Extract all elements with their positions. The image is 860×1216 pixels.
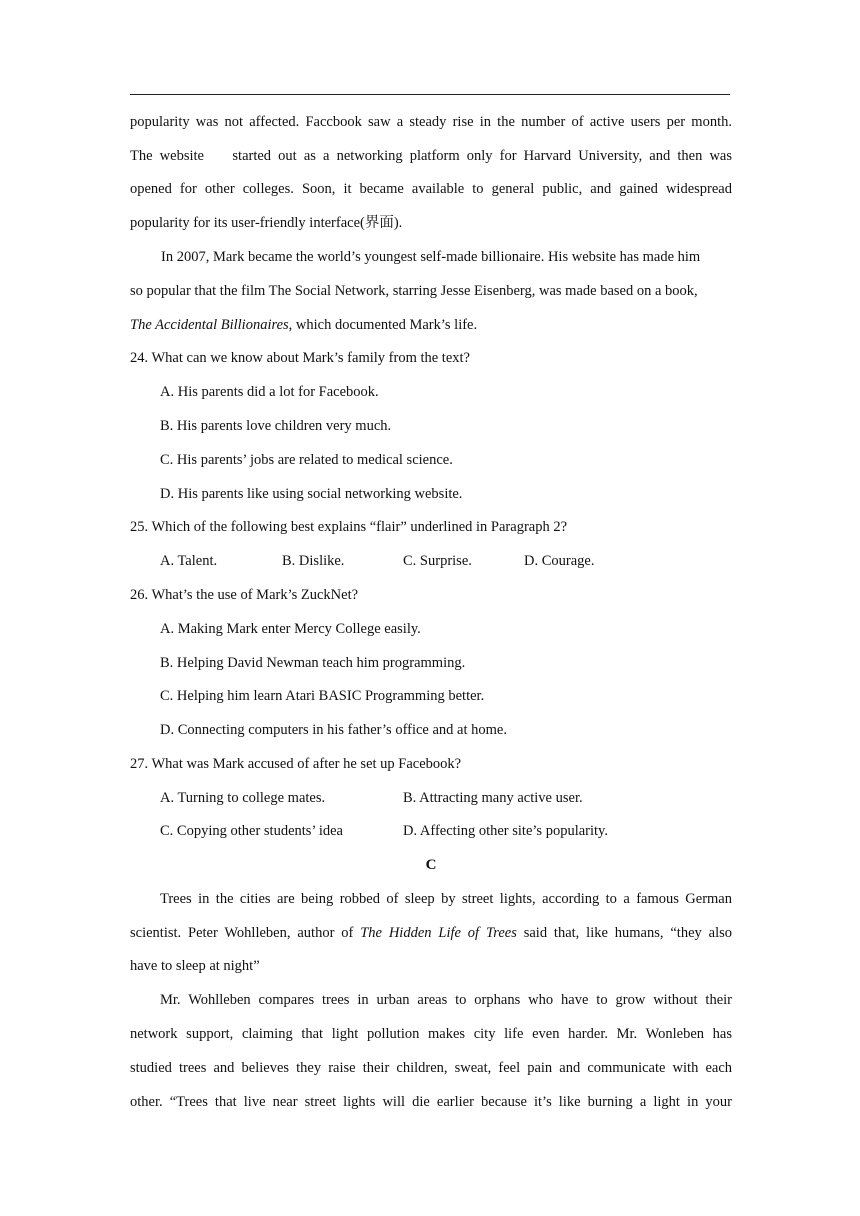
- passage-line: other. “Trees that live near street lights will die earlier because it’s like burning a light in your: [130, 1094, 732, 1110]
- option-a: A. Making Mark enter Mercy College easily.: [160, 621, 421, 637]
- passage-text: , which documented Mark’s life.: [288, 317, 478, 333]
- question-stem: 26. What’s the use of Mark’s ZuckNet?: [130, 587, 359, 603]
- option-b: B. Dislike.: [282, 553, 345, 569]
- passage-text: said that, like humans, “they also: [516, 925, 732, 941]
- passage-line: The website started out as a networking platform only for Harvard University, and then was: [130, 148, 732, 164]
- option-d: D. Connecting computers in his father’s office and at home.: [160, 722, 507, 738]
- option-a: A. His parents did a lot for Facebook.: [160, 384, 379, 400]
- passage-text: scientist. Peter Wohlleben, author of: [130, 925, 361, 941]
- passage-line: [130, 314, 732, 336]
- option-a: A. Talent.: [160, 553, 218, 569]
- section-heading: C: [425, 857, 437, 873]
- option-d: D. Affecting other site’s popularity.: [403, 823, 608, 839]
- passage-line: Mr. Wohlleben compares trees in urban areas to orphans who have to grow without their: [160, 992, 732, 1008]
- option-c: C. Helping him learn Atari BASIC Programming better.: [160, 688, 485, 704]
- passage-line: opened for other colleges. Soon, it became available to general public, and gained widespread: [130, 181, 732, 197]
- option-a: A. Turning to college mates.: [160, 790, 326, 806]
- option-d: D. Courage.: [524, 553, 595, 569]
- passage-line: [130, 922, 732, 944]
- passage-line: popularity for its user-friendly interface(界面).: [130, 215, 403, 231]
- passage-line: In 2007, Mark became the world’s youngest self-made billionaire. His website has made him: [161, 249, 701, 265]
- book-title: The Hidden Life of Trees: [360, 925, 517, 941]
- question-stem: 24. What can we know about Mark’s family from the text?: [130, 350, 470, 366]
- option-d: D. His parents like using social networking website.: [160, 486, 463, 502]
- option-c: C. Surprise.: [403, 553, 472, 569]
- passage-line: studied trees and believes they raise their children, sweat, feel pain and communicate with each: [130, 1060, 732, 1076]
- passage-line: so popular that the film The Social Network, starring Jesse Eisenberg, was made based on a book,: [130, 283, 698, 299]
- passage-line: Trees in the cities are being robbed of sleep by street lights, according to a famous German: [160, 891, 732, 907]
- question-stem: 27. What was Mark accused of after he set up Facebook?: [130, 756, 462, 772]
- passage-line: have to sleep at night”: [130, 958, 260, 974]
- book-title: The Accidental Billionaires: [130, 317, 289, 333]
- option-c: C. Copying other students’ idea: [160, 823, 343, 839]
- passage-line: network support, claiming that light pollution makes city life even harder. Mr. Wonleben has: [130, 1026, 732, 1042]
- passage-line: popularity was not affected. Faccbook saw a steady rise in the number of active users per month.: [130, 114, 732, 130]
- option-b: B. His parents love children very much.: [160, 418, 392, 434]
- option-c: C. His parents’ jobs are related to medical science.: [160, 452, 453, 468]
- question-stem: 25. Which of the following best explains “flair” underlined in Paragraph 2?: [130, 519, 568, 535]
- header-rule: [130, 94, 730, 95]
- option-b: B. Attracting many active user.: [403, 790, 583, 806]
- option-b: B. Helping David Newman teach him programming.: [160, 655, 466, 671]
